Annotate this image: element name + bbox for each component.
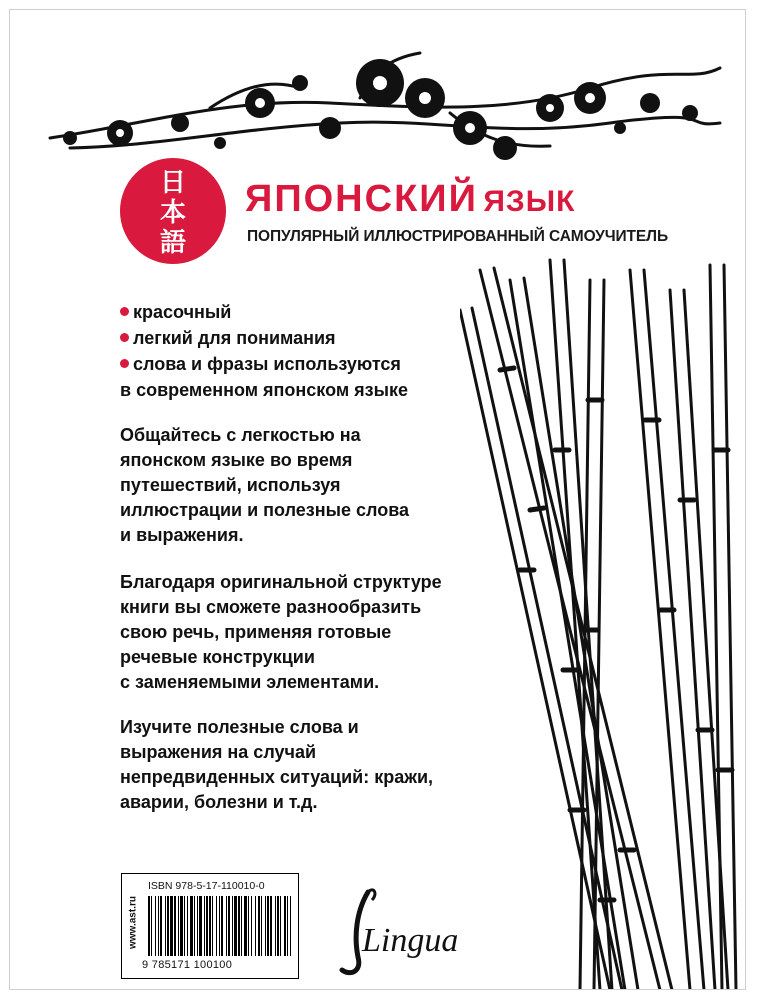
- list-item: слова и фразы используются: [120, 351, 408, 377]
- description-paragraph: Общайтесь с легкостью на японском языке во время путешествий, используя иллюстрации и полезные слова и выражения.: [120, 425, 410, 545]
- book-title: [245, 178, 575, 221]
- publisher-logo-text: Lingua: [362, 922, 459, 959]
- publisher-website: www.ast.ru: [127, 896, 139, 949]
- list-item-continuation: в современном японском языке: [120, 380, 408, 400]
- list-item: легкий для понимания: [120, 325, 408, 351]
- feature-list: [120, 299, 408, 403]
- list-item: красочный: [120, 299, 408, 325]
- isbn-text: ISBN 978-5-17-110010-0: [148, 880, 265, 892]
- barcode-bars: [148, 896, 293, 956]
- lingua-publisher-logo: [328, 882, 459, 978]
- description-paragraph: Изучите полезные слова и выражения на случай непредвиденных ситуаций: кражи, аварии, болезни и т.д.: [120, 717, 434, 812]
- japanese-seal-badge: [120, 158, 226, 264]
- book-subtitle: ПОПУЛЯРНЫЙ ИЛЛЮСТРИРОВАННЫЙ САМОУЧИТЕЛЬ: [247, 228, 668, 245]
- bamboo-illustration: [460, 250, 746, 990]
- cherry-blossom-branch-illustration: [30, 28, 730, 178]
- barcode-number: 9 785171 100100: [142, 959, 233, 971]
- seal-characters: 日本語: [159, 168, 186, 258]
- description-paragraph: Благодаря оригинальной структуре книги вы сможете разнообразить свою речь, применяя готовые речевые конструкции с заменяемыми элементами.: [120, 572, 442, 692]
- title-main: ЯПОНСКИЙ: [245, 178, 478, 220]
- bullet-dot-icon: [120, 307, 129, 316]
- isbn-barcode: [121, 873, 299, 979]
- bullet-dot-icon: [120, 333, 129, 342]
- book-back-cover: [9, 9, 746, 990]
- title-tail: ЯЗЫК: [483, 185, 576, 218]
- bullet-dot-icon: [120, 359, 129, 368]
